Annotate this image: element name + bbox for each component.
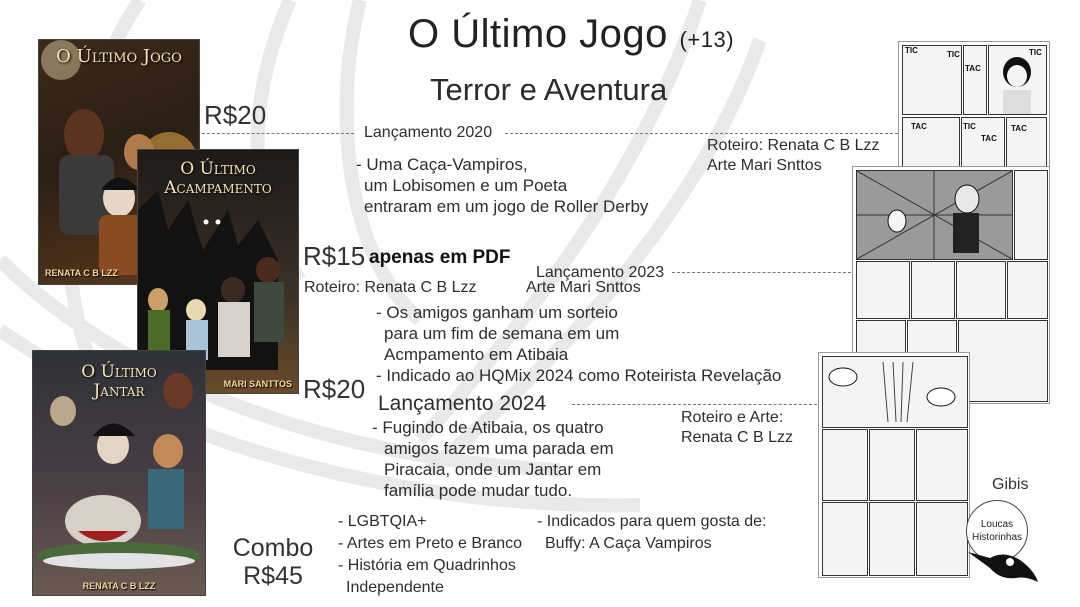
combo-recommendation xyxy=(537,511,766,555)
book2-synopsis-line: para um fim de semana em um xyxy=(384,324,620,343)
comic-sfx: TIC xyxy=(963,122,976,131)
book3-credits xyxy=(681,408,793,448)
book1-price: R$20 xyxy=(204,100,267,130)
book2-credits-art: Arte Mari Snttos xyxy=(526,279,641,296)
book1-synopsis-line: um Lobisomen e um Poeta xyxy=(364,176,568,195)
cover2-title xyxy=(138,160,298,198)
book2-synopsis-line: - Os amigos ganham um sorteio xyxy=(376,303,618,322)
comic-figure xyxy=(823,357,967,427)
genre-subtitle: Terror e Aventura xyxy=(430,72,668,107)
book1-synopsis xyxy=(356,154,648,217)
cover3-title xyxy=(33,363,205,401)
book3-synopsis xyxy=(372,417,614,501)
comic-panel xyxy=(869,502,915,576)
divider-2020-left xyxy=(202,133,354,134)
age-rating: (+13) xyxy=(679,27,735,52)
comic-panel xyxy=(1014,170,1048,260)
comic-panel xyxy=(963,45,987,115)
book3-synopsis-line: - Fugindo de Atibaia, os quatro xyxy=(372,418,604,437)
book1-synopsis-line: entraram em um jogo de Roller Derby xyxy=(364,197,649,216)
book3-price: R$20 xyxy=(303,374,366,404)
cover2-title-line2: Acampamento xyxy=(164,178,272,198)
book3-credits-line: Renata C B Lzz xyxy=(681,429,794,446)
brand-line1: Loucas xyxy=(980,519,1014,530)
cover2-author: MARI SANTTOS xyxy=(223,379,292,389)
cover3-title-line2: Jantar xyxy=(93,381,145,401)
book2-synopsis xyxy=(376,302,781,386)
comic-page-3 xyxy=(818,352,970,578)
divider-2020-right xyxy=(505,133,898,134)
book2-credits-script: Roteiro: Renata C B Lzz xyxy=(304,279,477,296)
comic-panel xyxy=(822,502,868,576)
comic-sfx: TAC xyxy=(911,122,927,131)
combo-feature: - LGBTQIA+ xyxy=(338,513,427,530)
book2-release: Lançamento 2023 xyxy=(536,264,665,281)
comic-sfx: TIC xyxy=(947,50,960,59)
comic-figure xyxy=(857,171,1012,259)
comic-panel xyxy=(856,261,910,319)
comic-panel xyxy=(916,429,968,501)
comic-panel xyxy=(869,429,915,501)
book3-synopsis-line: família pode mudar tudo. xyxy=(384,481,573,500)
book1-synopsis-line: - Uma Caça-Vampiros, xyxy=(356,155,528,174)
combo-features xyxy=(338,511,522,599)
comic-panel xyxy=(958,320,1048,402)
combo-label: Combo xyxy=(232,534,314,562)
book2-award: - Indicado ao HQMix 2024 como Roteirista Revelação xyxy=(376,366,782,385)
book3-synopsis-line: amigos fazem uma parada em xyxy=(384,439,614,458)
recommend-title: - Indicados para quem gosta de: xyxy=(537,513,767,530)
book2-price: R$15 xyxy=(303,241,366,271)
combo-feature: - História em Quadrinhos xyxy=(338,557,516,574)
combo-feature: - Artes em Preto e Branco xyxy=(338,535,523,552)
comic-sfx: TIC xyxy=(1029,48,1042,57)
title-text: O Último Jogo xyxy=(408,12,668,56)
page-title xyxy=(408,12,734,57)
book2-synopsis-line: Acmpamento em Atibaia xyxy=(384,345,569,364)
cover1-author: RENATA C B LZZ xyxy=(45,268,118,278)
cover2-title-line1: O Último xyxy=(180,159,256,179)
book1-release: Lançamento 2020 xyxy=(364,124,493,141)
combo-feature: Independente xyxy=(346,579,444,596)
comic-panel xyxy=(916,502,968,576)
comic-panel xyxy=(856,170,1013,260)
cover3-title-line1: O Último xyxy=(81,362,157,382)
book1-credits-script: Roteiro: Renata C B Lzz xyxy=(707,137,880,154)
book2-price-note: apenas em PDF xyxy=(369,247,511,268)
divider-2024-right xyxy=(572,404,822,405)
book3-release: Lançamento 2024 xyxy=(378,392,547,415)
divider-2023-right xyxy=(672,272,856,273)
combo-offer xyxy=(223,534,323,590)
combo-price: R$45 xyxy=(243,562,303,590)
comic-panel xyxy=(822,356,968,428)
book3-credits-line: Roteiro e Arte: xyxy=(681,409,784,426)
comic-panel xyxy=(822,429,868,501)
comic-panel xyxy=(956,261,1006,319)
brand-top-label: Gibis xyxy=(992,476,1029,493)
book1-credits-art: Arte Mari Snttos xyxy=(707,157,822,174)
comic-sfx: TIC xyxy=(905,46,918,55)
comic-panel xyxy=(1007,261,1048,319)
cover-o-ultimo-jantar xyxy=(32,350,206,596)
cover3-author: RENATA C B LZZ xyxy=(82,581,156,591)
comic-sfx: TAC xyxy=(965,64,981,73)
recommend-item: Buffy: A Caça Vampiros xyxy=(545,535,712,552)
book3-synopsis-line: Piracaia, onde um Jantar em xyxy=(384,460,602,479)
comic-sfx: TAC xyxy=(981,134,997,143)
comic-sfx: TAC xyxy=(1011,124,1027,133)
comic-panel xyxy=(911,261,955,319)
cover1-title: O Último Jogo xyxy=(56,46,182,67)
bird-skull-icon xyxy=(966,540,1042,584)
brand-line2: Historinhas xyxy=(971,532,1023,543)
